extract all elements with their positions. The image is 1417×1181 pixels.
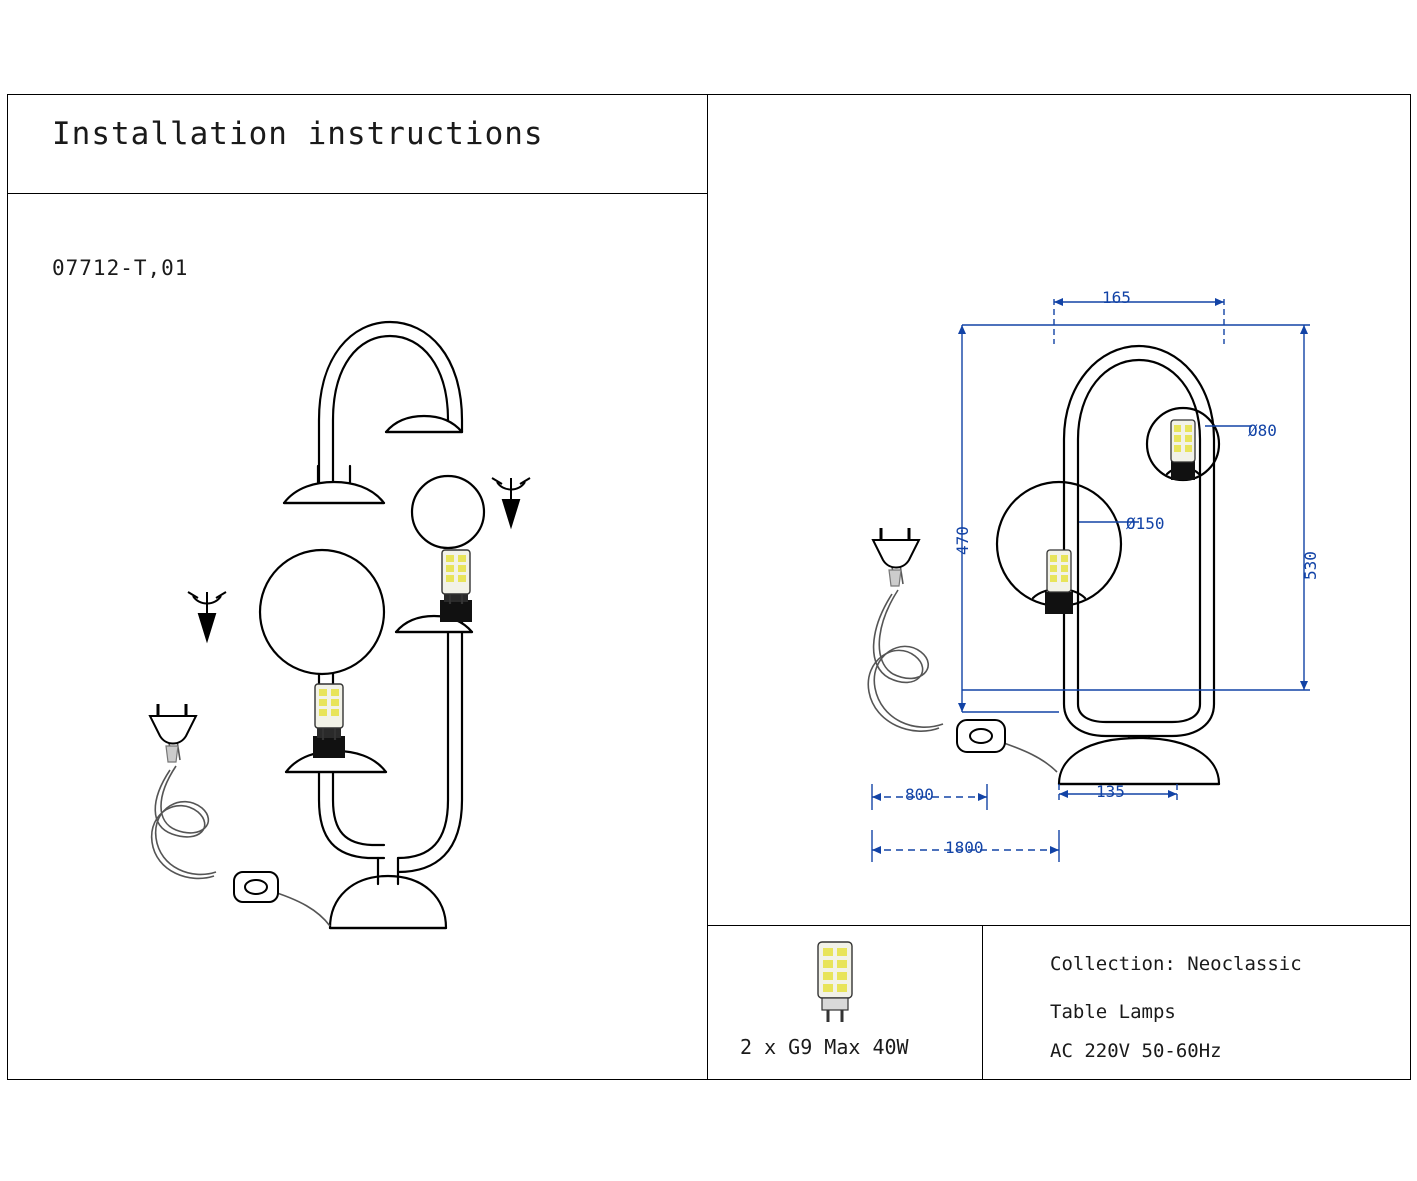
socket-sleeve-large (1045, 592, 1073, 614)
page-title: Installation instructions (52, 116, 544, 152)
dimension-width-top: 165 (1102, 288, 1131, 307)
power-plug-icon (150, 704, 196, 762)
socket-sleeve-small (1171, 460, 1195, 480)
dimension-sphere-small: Ø80 (1248, 421, 1277, 440)
model-code-label: 07712-T,01 (52, 256, 189, 280)
power-plug-icon-right (873, 528, 919, 586)
spec-electrical: AC 220V 50-60Hz (1050, 1040, 1222, 1062)
g9-bulb-small-sphere (1171, 420, 1195, 462)
spec-collection: Collection: Neoclassic (1050, 953, 1302, 975)
dimension-height-inner: 470 (953, 526, 972, 555)
dimension-cord-total: 1800 (945, 838, 984, 857)
dimension-base-width: 135 (1096, 782, 1125, 801)
frame-bottom (7, 1079, 1411, 1080)
socket-sleeve-lower (313, 726, 345, 758)
g9-bulb-icon (760, 930, 920, 1040)
left-assembly-drawing (0, 0, 707, 1079)
rotation-arrow-icon-right (492, 478, 530, 526)
inline-switch-icon (234, 872, 278, 902)
dimension-cord-to-switch: 800 (905, 785, 934, 804)
socket-sleeve-right (440, 590, 472, 622)
dimension-sphere-large: Ø150 (1126, 514, 1165, 533)
rotation-arrow-icon-left (188, 592, 226, 640)
spec-category: Table Lamps (1050, 1001, 1176, 1023)
right-dimension-drawing (707, 94, 1414, 974)
g9-bulb-large-sphere (1047, 550, 1071, 592)
inline-switch-icon-right (957, 720, 1005, 752)
dimension-height-total: 530 (1301, 551, 1320, 580)
bulb-spec-label: 2 x G9 Max 40W (740, 1035, 909, 1059)
